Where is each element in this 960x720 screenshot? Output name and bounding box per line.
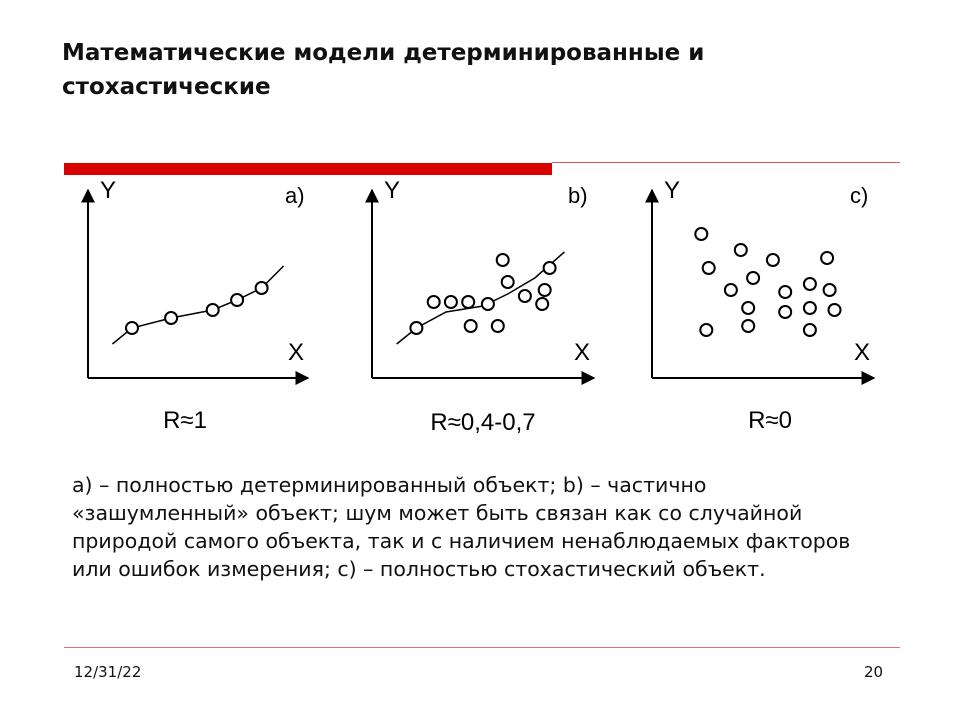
plot-a-data-point (165, 312, 177, 324)
plot-c-panel-label: c) (850, 183, 869, 208)
plot-c-data-point (804, 278, 816, 290)
plot-b-data-point (462, 296, 474, 308)
plot-b-correlation-label: R≈0,4-0,7 (430, 409, 536, 436)
plot-c-data-point (804, 324, 816, 336)
plot-b-data-point (482, 298, 494, 310)
plot-c-data-point (742, 302, 754, 314)
plot-b-data-point (544, 262, 556, 274)
plot-a-data-point (256, 282, 268, 294)
plot-c-data-point (703, 262, 715, 274)
plot-b-y-label: Y (384, 177, 401, 204)
plot-a-data-point (207, 304, 219, 316)
plot-b-data-point (539, 284, 551, 296)
footer-date: 12/31/22 (74, 663, 142, 681)
plot-b-data-point (536, 298, 548, 310)
plot-c-data-point (695, 228, 707, 240)
plot-c-y-label: Y (664, 177, 681, 204)
description-text: a) – полностью детерминированный объект; b) – частично «зашумленный» объект; шум может быть связан как со случайной природой самого объекта, так и с наличием ненаблюдаемых факторов или ошибок измерения; c) – полностью стохастический объект. (72, 473, 851, 581)
plot-a-data-point (231, 294, 243, 306)
plot-b-x-label: X (574, 339, 591, 366)
plot-c-data-point (747, 272, 759, 284)
plot-c-data-point (779, 286, 791, 298)
plot-c-data-point (725, 284, 737, 296)
plot-a-x-label: X (288, 339, 305, 366)
plot-c-x-label: X (854, 339, 871, 366)
plot-a-panel-label: a) (285, 183, 305, 208)
plot-c-data-point (767, 254, 779, 266)
slide-title: Математические модели детерминированные и стохастические (62, 40, 705, 100)
plot-c-data-point (779, 306, 791, 318)
plot-c-data-point (742, 320, 754, 332)
plot-a-correlation-label: R≈1 (163, 407, 207, 434)
plot-b-data-point (502, 276, 514, 288)
plot-b-data-point (497, 254, 509, 266)
plot-b-data-point (410, 322, 422, 334)
plot-b-data-point (445, 296, 457, 308)
plot-c-data-point (824, 284, 836, 296)
footer-divider (64, 647, 900, 648)
plot-c-correlation-label: R≈0 (748, 407, 792, 434)
plot-b-data-point (492, 320, 504, 332)
plot-c-data-point (829, 304, 841, 316)
plot-c-data-point (804, 302, 816, 314)
page-number: 20 (864, 663, 884, 681)
plot-a-y-label: Y (100, 177, 117, 204)
plot-b-panel-label: b) (568, 183, 588, 208)
plot-b-data-point (465, 320, 477, 332)
plot-c-data-point (700, 324, 712, 336)
plot-a-trend-line (112, 266, 283, 344)
plot-a-data-point (126, 322, 138, 334)
plot-b-data-point (519, 290, 531, 302)
plot-c-data-point (735, 244, 747, 256)
plot-c-data-point (821, 252, 833, 264)
plot-b-data-point (428, 296, 440, 308)
